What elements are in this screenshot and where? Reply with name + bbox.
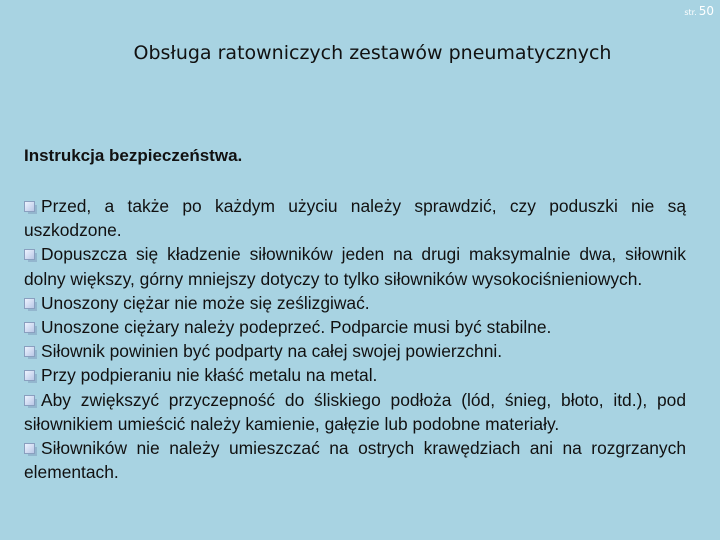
list-item: [24, 388, 686, 436]
rule-text: Unoszony ciężar nie może się ześlizgiwać.: [41, 292, 370, 313]
rule-text: Przy podpieraniu nie kłaść metalu na metal.: [41, 365, 378, 386]
rule-text: Siłowników nie należy umieszczać na ostrych krawędziach ani na rozgrzanych elementach.: [24, 438, 686, 483]
list-item: [24, 339, 686, 363]
square-bullet-icon: [24, 395, 35, 406]
square-bullet-icon: [24, 201, 35, 212]
page-number-value: 50: [698, 4, 714, 18]
list-item: [24, 194, 686, 242]
rule-text: Przed, a także po każdym użyciu należy sprawdzić, czy poduszki nie są uszkodzone.: [24, 196, 686, 241]
square-bullet-icon: [24, 370, 35, 381]
square-bullet-icon: [24, 346, 35, 357]
square-bullet-icon: [24, 322, 35, 333]
square-bullet-icon: [24, 249, 35, 260]
square-bullet-icon: [24, 298, 35, 309]
square-bullet-icon: [24, 443, 35, 454]
list-item: [24, 242, 686, 290]
list-item: [24, 436, 686, 484]
rule-text: Dopuszcza się kładzenie siłowników jeden na drugi maksymalnie dwa, siłownik dolny większy, górny mniejszy dotyczy to tylko siłowników wysokociśnieniowych.: [24, 244, 686, 289]
safety-rules-list: [24, 194, 686, 484]
list-item: [24, 315, 686, 339]
rule-text: Unoszone ciężary należy podeprzeć. Podparcie musi być stabilne.: [41, 317, 552, 338]
page-number: [684, 4, 714, 18]
list-item: [24, 291, 686, 315]
rule-text: Siłownik powinien być podparty na całej swojej powierzchni.: [41, 341, 503, 362]
rule-text: Aby zwiększyć przyczepność do śliskiego podłoża (lód, śnieg, błoto, itd.), pod siłownikiem umieścić należy kamienie, gałęzie lub podobne materiały.: [24, 389, 686, 434]
slide-title: Obsługa ratowniczych zestawów pneumatycznych: [133, 42, 612, 64]
section-subtitle: Instrukcja bezpieczeństwa.: [24, 146, 243, 165]
page-number-label: str.: [684, 8, 697, 17]
list-item: [24, 363, 686, 387]
